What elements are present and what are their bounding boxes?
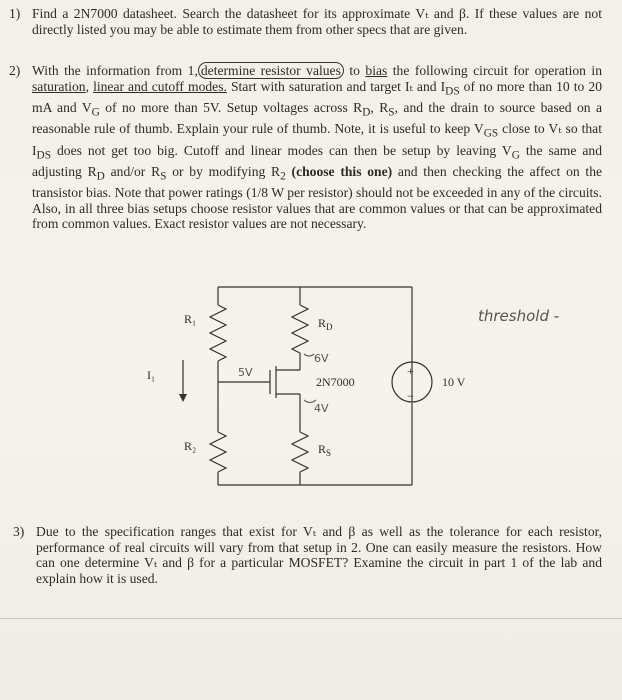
underlined-bias: bias — [365, 63, 388, 78]
subscript: D — [96, 170, 105, 183]
question-1-number: 1) — [9, 6, 21, 21]
resistor-rd — [292, 305, 308, 353]
q2-text: , — [85, 78, 94, 94]
question-1-text: Find a 2N7000 datasheet. Search the datasheet for its approximate Vₜ and β. If these values are not directly listed you may be able to estimate them from other specs that are given. — [32, 6, 602, 37]
handwritten-threshold: threshold - — [478, 307, 560, 325]
resistor-rs — [292, 432, 308, 472]
resistor-r1 — [210, 305, 226, 361]
label-source-voltage: 10 V — [442, 375, 466, 389]
subscript: DS — [36, 149, 52, 162]
subscript: D — [362, 106, 371, 119]
arrow-head-icon — [179, 394, 187, 402]
q2-text: Start with saturation and target Iₜ and I — [226, 78, 446, 94]
bold-choose-this-one: (choose this one) — [285, 163, 393, 179]
q2-text: , R — [370, 99, 389, 115]
label-i1: I₁ — [147, 368, 156, 382]
underlined-modes: linear and cutoff modes. — [93, 78, 227, 94]
q2-text: to — [343, 63, 366, 78]
note-4v: 4V — [314, 402, 329, 415]
q2-text: or by modifying R — [166, 163, 281, 179]
resistor-r2 — [210, 432, 226, 472]
note-6v: 6V — [314, 352, 329, 365]
note-5v: 5V — [238, 366, 253, 379]
label-rs: $R_S$ — [318, 442, 332, 458]
subscript: GS — [483, 127, 499, 140]
label-rd: $R_D$ — [318, 316, 333, 332]
q2-text: and then checking the affect on the transistor bias. Note that power ratings (1/8 W per resistor) should not be exceeded in any of the circuits. Also, in all three bias setups choose resistor values that are common values or that can be approximated from common values. Exact resistor values are not necessary. — [32, 163, 603, 232]
q2-text: of no more than 5V. Setup voltages across R — [99, 99, 363, 115]
q2-text: and/or R — [104, 163, 161, 179]
q2-text: the same and adjusting R — [32, 142, 602, 179]
subscript: G — [91, 106, 100, 119]
q2-text: the following circuit for operation in — [387, 63, 602, 78]
label-r2: R₂ — [184, 439, 197, 453]
subscript: G — [511, 149, 520, 162]
question-3-number: 3) — [13, 524, 25, 539]
q2-text: , and the drain to source based on a reasonable rule of thumb. Explain your rule of thumb. Note, it is useful to keep V — [32, 99, 602, 137]
q2-text: With the information from 1, — [32, 63, 198, 78]
circled-phrase: determine resistor values — [198, 62, 344, 79]
subscript: S — [160, 170, 167, 183]
label-r1: R₁ — [184, 312, 197, 326]
question-3-text: Due to the specification ranges that exist for Vₜ and β as well as the tolerance for each resistor, performance of real circuits will vary from that setup in 2. One can easily measure the resistors. How can one determine Vₜ and β for a particular MOSFET? Examine the circuit in part 1 of the lab and explain how it is used. — [36, 524, 602, 586]
label-transistor: 2N7000 — [316, 375, 355, 389]
q2-text: close to Vₜ so that I — [32, 121, 602, 158]
question-3 — [13, 524, 602, 586]
subscript: S — [388, 106, 395, 119]
subscript: DS — [445, 85, 460, 98]
subscript: 2 — [280, 170, 286, 183]
q2-text: does not get too big. Cutoff and linear modes can then be setup by leaving V — [51, 142, 512, 158]
question-2-number: 2) — [9, 63, 21, 78]
page-divider — [0, 618, 622, 619]
underlined-saturation: saturation — [32, 78, 86, 94]
q2-text: of no more than 10 to 20 mA and V — [32, 78, 603, 115]
minus-sign: − — [407, 389, 414, 403]
plus-sign: + — [407, 364, 414, 378]
